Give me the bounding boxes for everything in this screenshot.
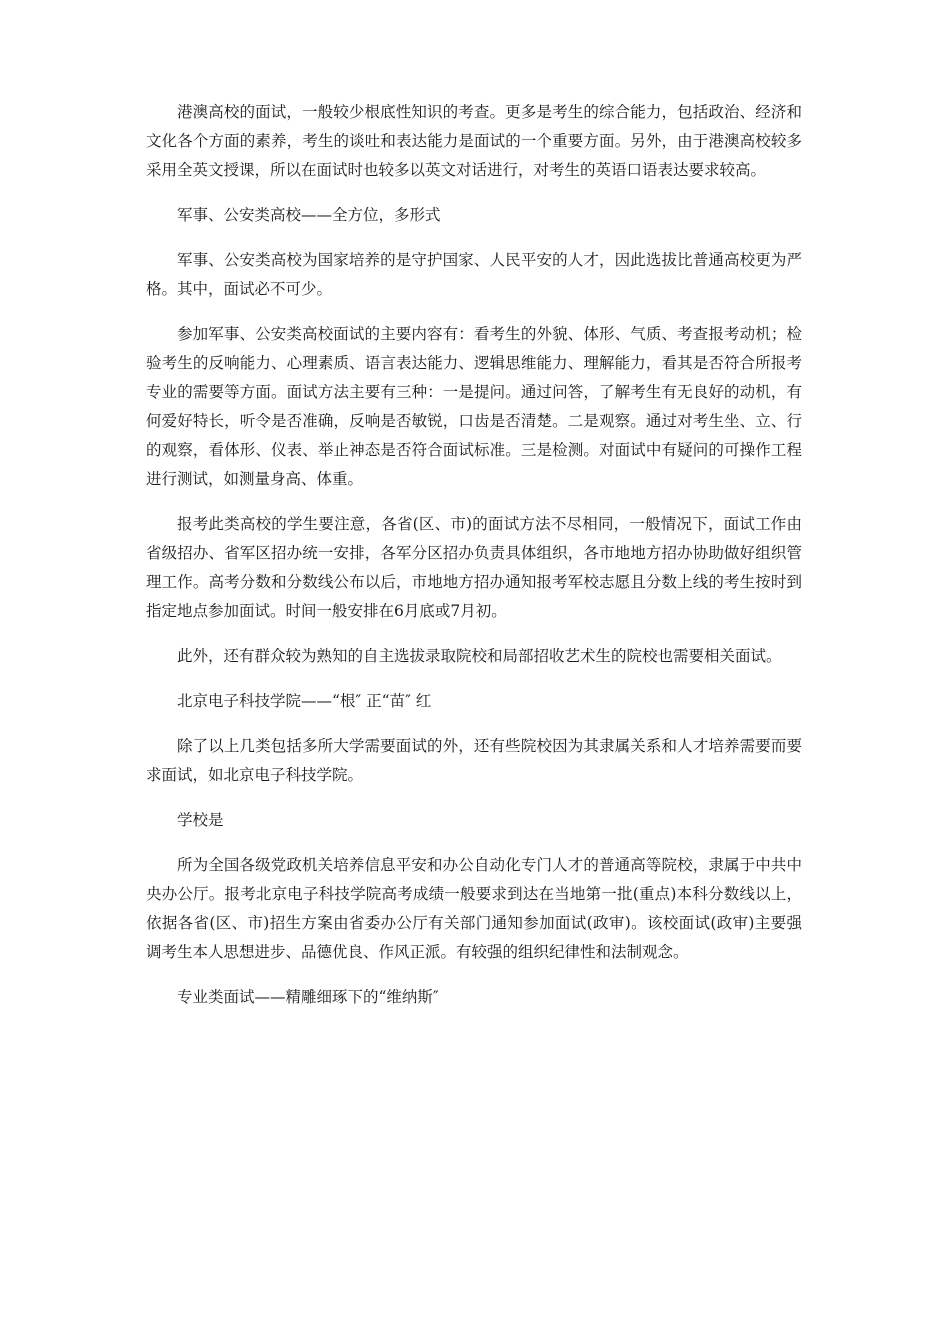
heading-major-interview: 专业类面试——精雕细琢下的“维纳斯″: [177, 988, 439, 1006]
paragraph-besti-intro: 除了以上几类包括多所大学需要面试的外，还有些院校因为其隶属关系和人才培养需要而要求面试，如北京电子科技学院。: [146, 737, 802, 784]
paragraph-military-content: 参加军事、公安类高校面试的主要内容有：看考生的外貌、体形、气质、考查报考动机；检验考生的反响能力、心理素质、语言表达能力、逻辑思维能力、理解能力，看其是否符合所报考专业的需要等方面。面试方法主要有三种：一是提问。通过问答，了解考生有无良好的动机，有何爱好特长，听令是否准确，反响是否敏锐，口齿是否清楚。二是观察。通过对考生坐、立、行的观察，看体形、仪表、举止神态是否符合面试标准。三是检测。对面试中有疑问的可操作工程进行测试，如测量身高、体重。: [146, 325, 802, 488]
paragraph-other-schools: 此外，还有群众较为熟知的自主选拔录取院校和局部招收艺术生的院校也需要相关面试。: [177, 647, 782, 665]
paragraph-military-procedure: 报考此类高校的学生要注意，各省(区、市)的面试方法不尽相同，一般情况下，面试工作由省级招办、省军区招办统一安排，各军分区招办负责具体组织，各市地地方招办协助做好组织管理工作。高考分数和分数线公布以后，市地地方招办通知报考军校志愿且分数上线的考生按时到指定地点参加面试。时间一般安排在6月底或7月初。: [146, 515, 802, 620]
paragraph-hongkong-macau-interview: 港澳高校的面试，一般较少根底性知识的考查。更多是考生的综合能力，包括政治、经济和文化各个方面的素养，考生的谈吐和表达能力是面试的一个重要方面。另外，由于港澳高校较多采用全英文授课，所以在面试时也较多以英文对话进行，对考生的英语口语表达要求较高。: [146, 103, 802, 179]
paragraph-military-intro: 军事、公安类高校为国家培养的是守护国家、人民平安的人才，因此选拔比普通高校更为严格。其中，面试必不可少。: [146, 251, 802, 298]
heading-school-is: 学校是: [177, 811, 224, 829]
heading-besti: 北京电子科技学院——“根″ 正“苗″ 红: [177, 692, 432, 710]
heading-military-police: 军事、公安类高校——全方位，多形式: [177, 206, 441, 224]
paragraph-besti-detail: 所为全国各级党政机关培养信息平安和办公自动化专门人才的普通高等院校，隶属于中共中央办公厅。报考北京电子科技学院高考成绩一般要求到达在当地第一批(重点)本科分数线以上，依据各省(区、市)招生方案由省委办公厅有关部门通知参加面试(政审)。该校面试(政审)主要强调考生本人思想进步、品德优良、作风正派。有较强的组织纪律性和法制观念。: [146, 856, 802, 961]
document-page: [146, 98, 802, 1028]
